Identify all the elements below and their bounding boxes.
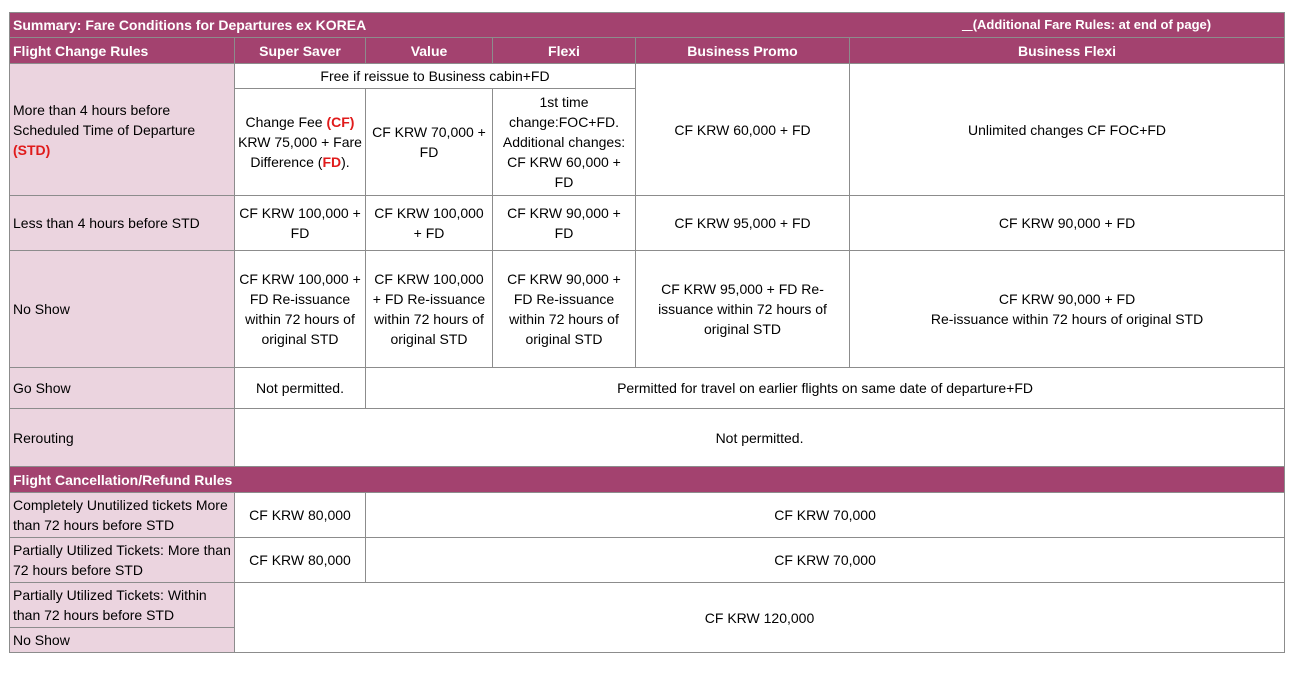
row-label-no-show: No Show	[10, 251, 235, 368]
less4-super-saver: CF KRW 100,000 + FD	[235, 196, 366, 251]
more4-business-flexi: Unlimited changes CF FOC+FD	[850, 64, 1285, 196]
row-label-more-than-4-hours: More than 4 hours before Scheduled Time of Departure (STD)	[10, 64, 235, 196]
column-header-value: Value	[366, 38, 493, 64]
row-label-rerouting: Rerouting	[10, 409, 235, 467]
less4-business-flexi: CF KRW 90,000 + FD	[850, 196, 1285, 251]
noshow-flexi: CF KRW 90,000 + FD Re-issuance within 72 hours of original STD	[493, 251, 636, 368]
row-label-completely-unutilized: Completely Unutilized tickets More than 72 hours before STD	[10, 493, 235, 538]
column-header-super-saver: Super Saver	[235, 38, 366, 64]
more4-business-promo: CF KRW 60,000 + FD	[636, 64, 850, 196]
row-label-partially-within-72: Partially Utilized Tickets: Within than 72 hours before STD	[10, 583, 235, 628]
fd-highlight: FD	[322, 154, 342, 170]
more4-flexi: 1st time change:FOC+FD. Additional changes: CF KRW 60,000 + FD	[493, 89, 636, 196]
column-header-business-promo: Business Promo	[636, 38, 850, 64]
less4-business-promo: CF KRW 95,000 + FD	[636, 196, 850, 251]
partially-more72-super-saver: CF KRW 80,000	[235, 538, 366, 583]
table-title-cell	[10, 13, 1285, 38]
noshow-business-flexi	[850, 251, 1285, 368]
less4-flexi: CF KRW 90,000 + FD	[493, 196, 636, 251]
completely-unutilized-others: CF KRW 70,000	[366, 493, 1285, 538]
cf-highlight: (CF)	[326, 114, 355, 130]
completely-unutilized-super-saver: CF KRW 80,000	[235, 493, 366, 538]
row-label-cancel-no-show: No Show	[10, 628, 235, 653]
row-label-partially-more-72: Partially Utilized Tickets: More than 72 hours before STD	[10, 538, 235, 583]
free-reissue-note: Free if reissue to Business cabin+FD	[235, 64, 636, 89]
page-title: Summary: Fare Conditions for Departures ex KOREA	[13, 17, 367, 33]
std-highlight: (STD)	[13, 141, 51, 158]
noshow-super-saver: CF KRW 100,000 + FD Re-issuance within 72 hours of original STD	[235, 251, 366, 368]
row-label-less-than-4-hours: Less than 4 hours before STD	[10, 196, 235, 251]
fare-conditions-table	[9, 12, 1285, 653]
goshow-super-saver: Not permitted.	[235, 368, 366, 409]
rerouting-all: Not permitted.	[235, 409, 1285, 467]
noshow-business-promo: CF KRW 95,000 + FD Re-issuance within 72 hours of original STD	[636, 251, 850, 368]
cancellation-refund-rules-header: Flight Cancellation/Refund Rules	[10, 467, 1285, 493]
more4-value: CF KRW 70,000 + FD	[366, 89, 493, 196]
noshow-value: CF KRW 100,000 + FD Re-issuance within 72 hours of original STD	[366, 251, 493, 368]
partially-more72-others: CF KRW 70,000	[366, 538, 1285, 583]
goshow-others: Permitted for travel on earlier flights on same date of departure+FD	[366, 368, 1285, 409]
more4-super-saver: Change Fee (CF) KRW 75,000 + Fare Difference (FD).	[235, 89, 366, 196]
additional-fare-rules-link[interactable]: ​ (Additional Fare Rules: at end of page)	[961, 17, 1212, 32]
column-header-business-flexi: Business Flexi	[850, 38, 1285, 64]
partially-within72-and-noshow-all: CF KRW 120,000	[235, 583, 1285, 653]
noshow-business-flexi-fee: CF KRW 90,000 + FD	[998, 291, 1136, 307]
column-header-flexi: Flexi	[493, 38, 636, 64]
less4-value: CF KRW 100,000 + FD	[366, 196, 493, 251]
row-label-go-show: Go Show	[10, 368, 235, 409]
flight-change-rules-header: Flight Change Rules	[10, 38, 235, 64]
noshow-business-flexi-note: Re-issuance within 72 hours of original STD	[930, 311, 1204, 327]
